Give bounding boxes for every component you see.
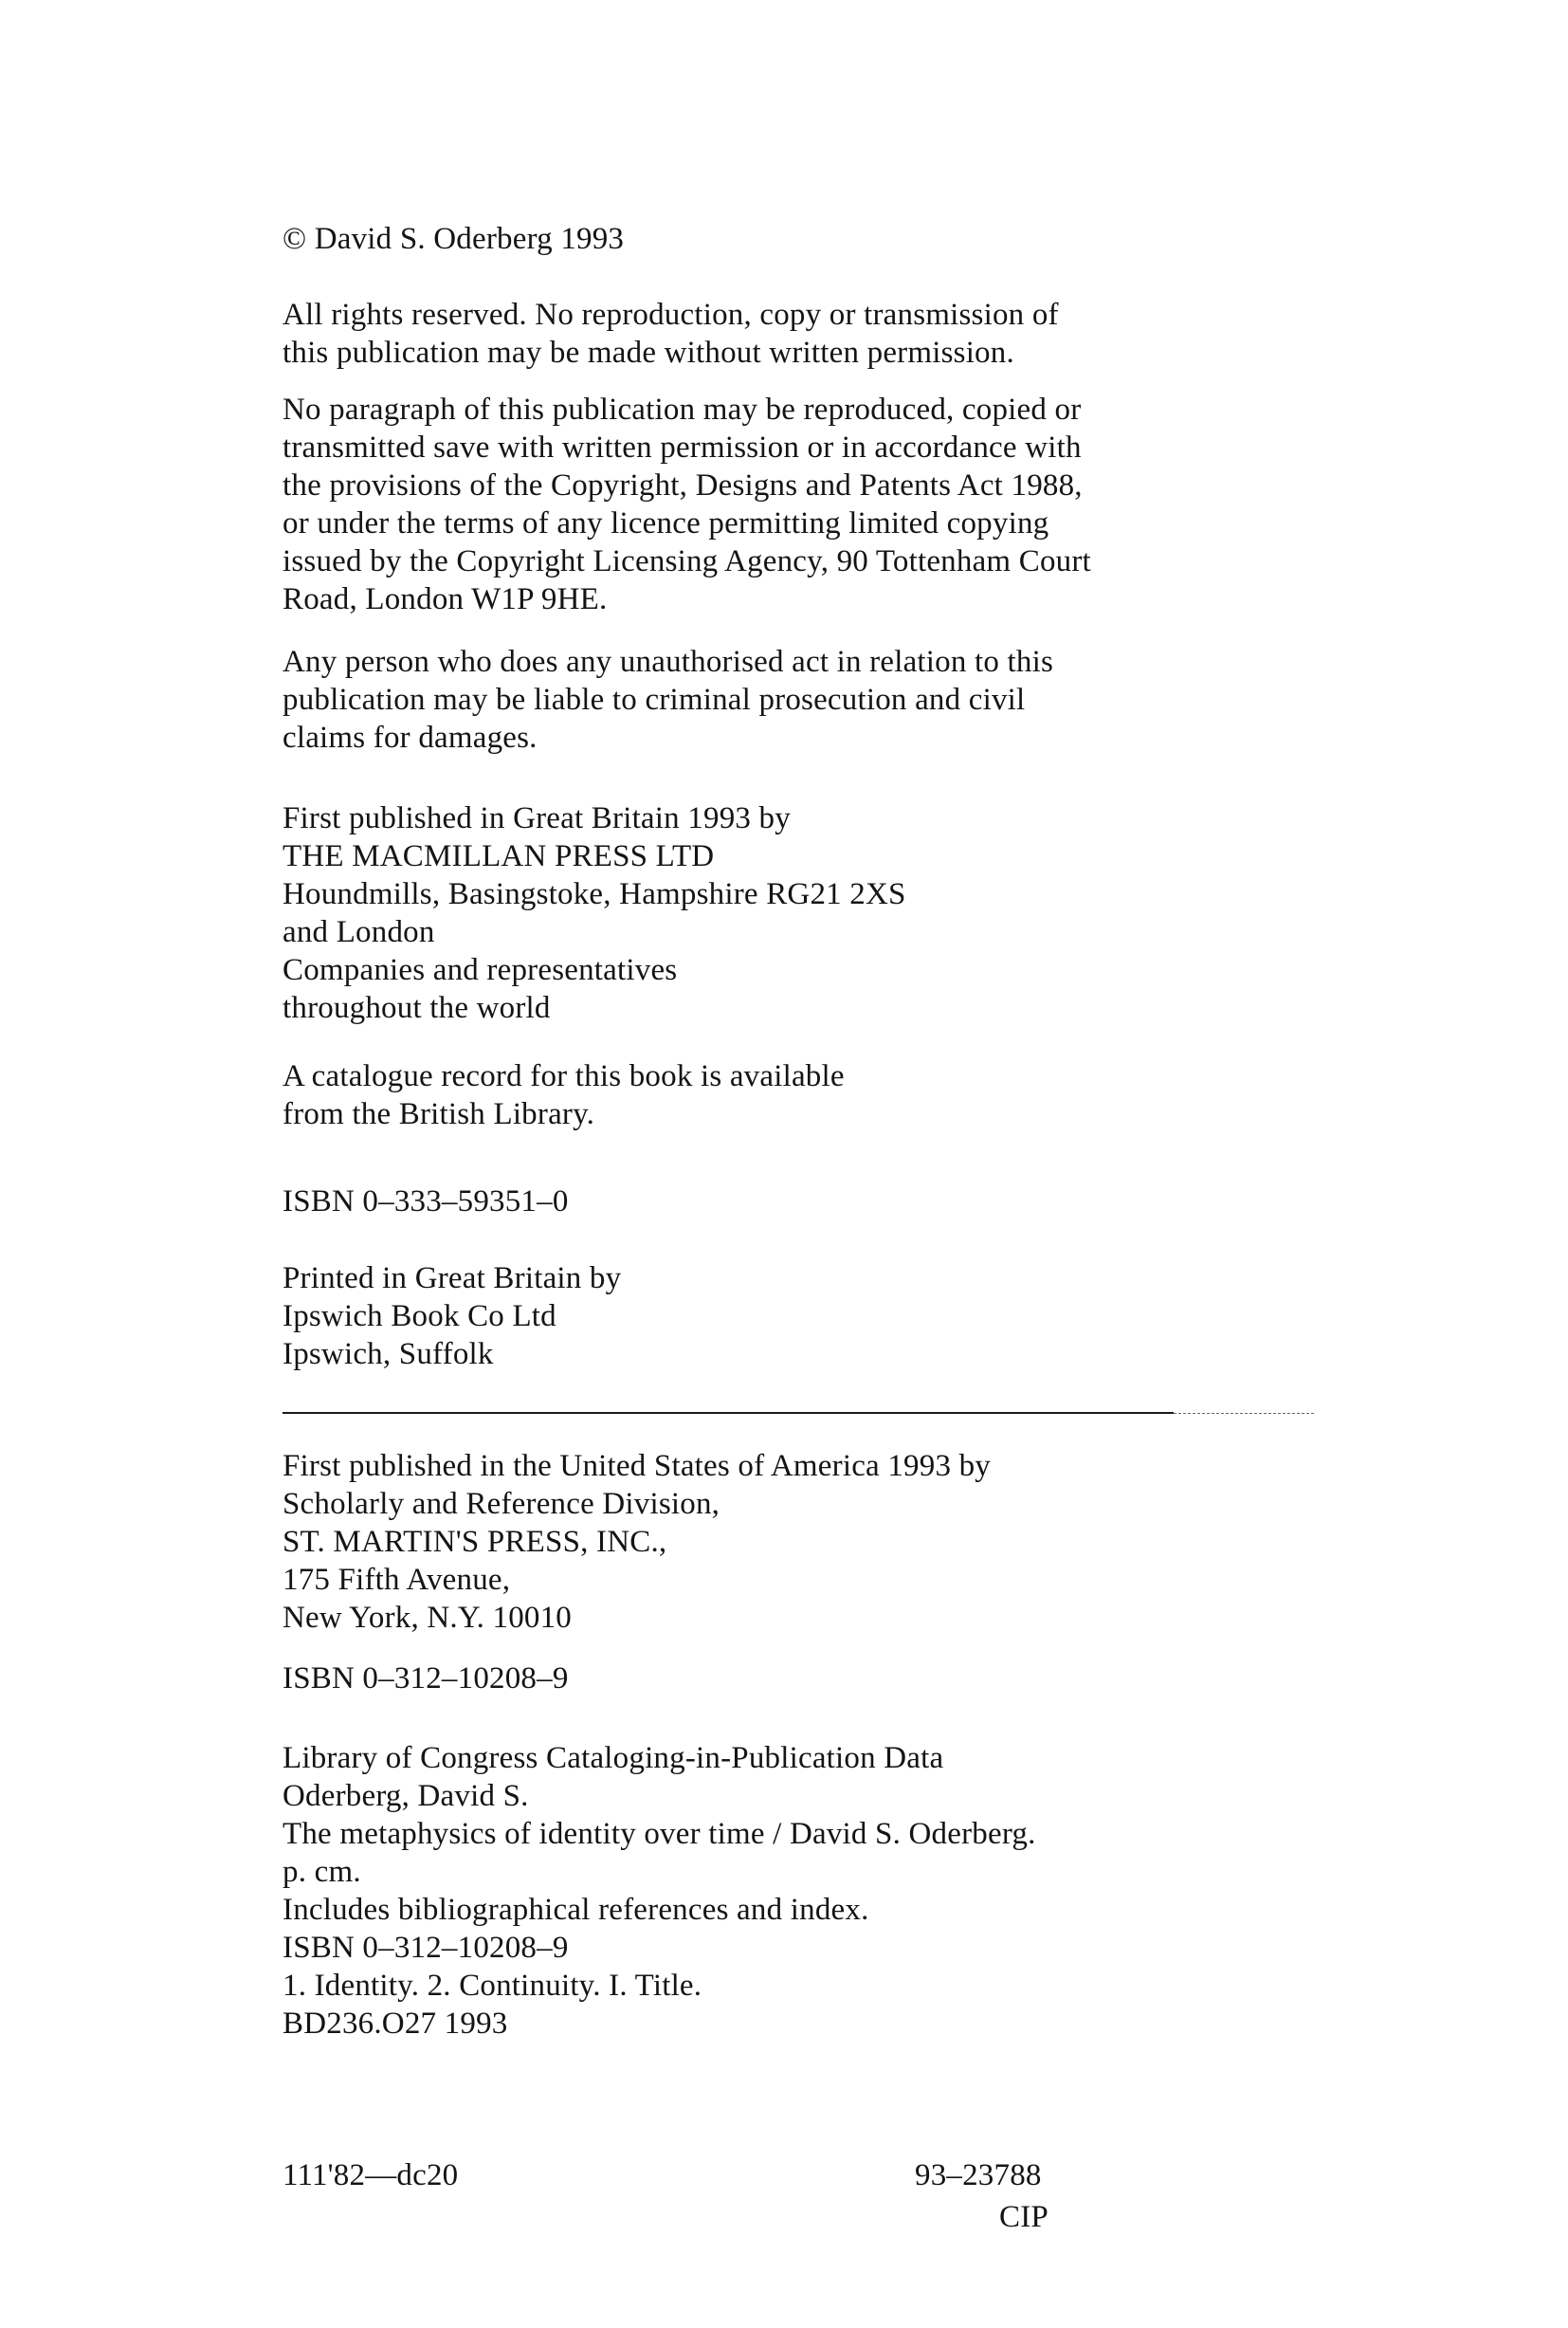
catalogue-line: from the British Library. xyxy=(283,1097,595,1131)
us-publication-block xyxy=(283,1447,991,1637)
notice-line: or under the terms of any licence permitting limited copying xyxy=(283,506,1049,541)
cip-title: The metaphysics of identity over time / David S. Oderberg. xyxy=(283,1817,1036,1851)
catalogue-line: A catalogue record for this book is available xyxy=(283,1059,845,1093)
liability-line: publication may be liable to criminal prosecution and civil xyxy=(283,683,1026,717)
uk-publication-block xyxy=(283,799,906,1027)
cip-label-text: CIP xyxy=(999,2200,1048,2234)
cip-data-block xyxy=(283,1739,1036,2043)
us-publication-line: New York, N.Y. 10010 xyxy=(283,1601,573,1635)
divider-solid-segment xyxy=(283,1412,1174,1414)
uk-publication-line: Companies and representatives xyxy=(283,953,678,987)
cip-author: Oderberg, David S. xyxy=(283,1779,529,1813)
rights-line: this publication may be made without written permission. xyxy=(283,336,1014,370)
publisher-name: THE MACMILLAN PRESS LTD xyxy=(283,839,715,873)
us-publication-line: Scholarly and Reference Division, xyxy=(283,1487,720,1521)
cip-heading: Library of Congress Cataloging-in-Publication Data xyxy=(283,1741,944,1775)
notice-line: Road, London W1P 9HE. xyxy=(283,582,608,616)
rights-reserved-paragraph xyxy=(283,296,1059,372)
uk-publication-line: throughout the world xyxy=(283,991,551,1025)
printer-block xyxy=(283,1259,621,1373)
cip-call-number: BD236.O27 1993 xyxy=(283,2007,508,2041)
liability-notice-paragraph xyxy=(283,643,1053,757)
cip-subjects: 1. Identity. 2. Continuity. I. Title. xyxy=(283,1969,702,2003)
uk-publication-line: and London xyxy=(283,915,435,949)
notice-line: the provisions of the Copyright, Designs and Patents Act 1988, xyxy=(283,468,1083,503)
us-publisher-name: ST. MARTIN'S PRESS, INC., xyxy=(283,1525,667,1559)
cip-label xyxy=(999,2198,1048,2236)
liability-line: Any person who does any unauthorised act in relation to this xyxy=(283,645,1054,679)
printer-line: Ipswich Book Co Ltd xyxy=(283,1299,556,1333)
cip-line: p. cm. xyxy=(283,1855,361,1889)
isbn-us xyxy=(283,1659,569,1697)
notice-line: No paragraph of this publication may be reproduced, copied or xyxy=(283,393,1082,427)
copyright-notice xyxy=(283,220,624,258)
uk-publication-line: First published in Great Britain 1993 by xyxy=(283,801,791,835)
notice-line: transmitted save with written permission or in accordance with xyxy=(283,431,1082,465)
dewey-number: 111'82—dc20 xyxy=(283,2158,459,2192)
notice-line: issued by the Copyright Licensing Agency, 90 Tottenham Court xyxy=(283,544,1091,578)
lccn-number: 93–23788 xyxy=(915,2158,1042,2192)
rights-line: All rights reserved. No reproduction, copy or transmission of xyxy=(283,298,1059,332)
us-publication-line: 175 Fifth Avenue, xyxy=(283,1563,511,1597)
divider-dashed-segment xyxy=(1174,1413,1314,1414)
copyright-line: © David S. Oderberg 1993 xyxy=(283,222,625,256)
us-publication-line: First published in the United States of America 1993 by xyxy=(283,1449,991,1483)
cip-isbn: ISBN 0–312–10208–9 xyxy=(283,1931,569,1965)
catalogue-record-note xyxy=(283,1057,845,1133)
liability-line: claims for damages. xyxy=(283,721,538,755)
isbn-us-line: ISBN 0–312–10208–9 xyxy=(283,1661,569,1696)
printer-line: Ipswich, Suffolk xyxy=(283,1337,494,1371)
uk-publication-line: Houndmills, Basingstoke, Hampshire RG21 2XS xyxy=(283,877,906,911)
reproduction-notice-paragraph xyxy=(283,391,1091,618)
cip-line: Includes bibliographical references and index. xyxy=(283,1893,869,1927)
printer-line: Printed in Great Britain by xyxy=(283,1261,622,1295)
isbn-uk xyxy=(283,1182,569,1220)
isbn-uk-line: ISBN 0–333–59351–0 xyxy=(283,1184,569,1219)
